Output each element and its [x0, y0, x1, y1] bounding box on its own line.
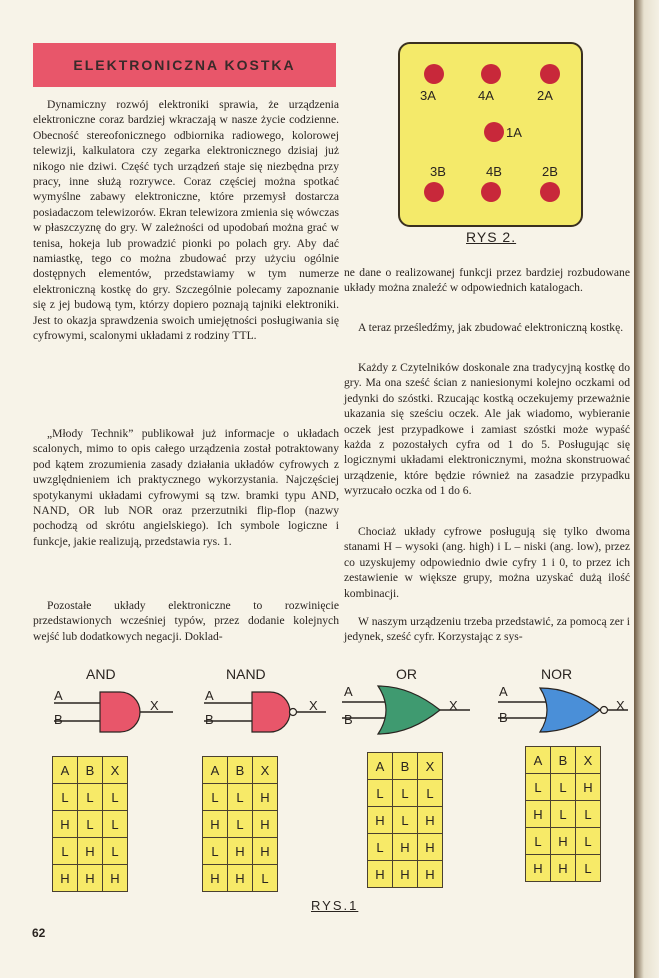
or-tt-cell: H [418, 834, 443, 861]
nand-tt-cell: X [253, 757, 278, 784]
or-input-a-label: A [344, 684, 353, 699]
label-2b: 2B [542, 164, 558, 179]
led-3b [424, 182, 444, 202]
nand-tt-cell: H [203, 811, 228, 838]
nand-tt-cell: H [253, 838, 278, 865]
nand-gate-symbol [198, 688, 330, 738]
nand-tt-cell: H [228, 865, 253, 892]
nor-tt-cell: H [526, 855, 551, 882]
and-input-a-label: A [54, 688, 63, 703]
article-heading: ELEKTRONICZNA KOSTKA [33, 43, 336, 87]
nand-tt-cell: H [253, 784, 278, 811]
or-tt-cell: L [393, 780, 418, 807]
nor-input-a-label: A [499, 684, 508, 699]
or-tt-cell: X [418, 753, 443, 780]
or-tt-cell: H [418, 807, 443, 834]
and-tt-cell: L [103, 811, 128, 838]
nor-tt-cell: X [576, 747, 601, 774]
nand-input-b-label: B [205, 712, 214, 727]
right-paragraph-4: Chociaż układy cyfrowe posługują się tylko dwoma stanami H – wysoki (ang. high) i L – niski (ang. low), przez co uzyskujemy odpowiednio dwie cyfry 1 i 0, to przez ich zestawienie w większe grupy, można uzyskać dużą ilość kombinacji. [344, 525, 630, 600]
nor-gate-title: NOR [541, 666, 573, 682]
label-3a: 3A [420, 88, 436, 103]
led-4b [481, 182, 501, 202]
figure-1-caption: RYS.1 [311, 898, 359, 913]
or-tt-cell: H [368, 861, 393, 888]
led-4a [481, 64, 501, 84]
label-2a: 2A [537, 88, 553, 103]
or-output-label: X [449, 698, 458, 713]
led-3a [424, 64, 444, 84]
or-input-b-label: B [344, 712, 353, 727]
and-tt-cell: L [53, 838, 78, 865]
nor-tt-cell: L [551, 801, 576, 828]
left-paragraph-3: Pozostałe układy elektroniczne to rozwinięcie przedstawionych wcześniej typów, przez dodanie kolejnych wejść lub dodatkowych negacji. Doklad- [33, 599, 339, 643]
right-paragraph-5: W naszym urządzeniu trzeba przedstawić, za pomocą zer i jedynek, sześć cyfr. Korzystając z sys- [344, 615, 630, 644]
nor-tt-cell: H [551, 828, 576, 855]
or-tt-cell: H [418, 861, 443, 888]
or-tt-cell: L [368, 780, 393, 807]
nor-output-label: X [616, 698, 625, 713]
nand-tt-cell: H [228, 838, 253, 865]
led-2b [540, 182, 560, 202]
and-input-b-label: B [54, 712, 63, 727]
nand-tt-cell: H [203, 865, 228, 892]
or-tt-cell: L [393, 807, 418, 834]
and-tt-cell: L [78, 811, 103, 838]
label-4b: 4B [486, 164, 502, 179]
nor-tt-cell: L [526, 774, 551, 801]
or-truth-table [367, 752, 443, 888]
and-tt-cell: A [53, 757, 78, 784]
right-paragraph-3: Każdy z Czytelników doskonale zna tradycyjną kostkę do gry. Ma ona sześć ścian z naniesionymi kolejno oczkami od jedynki do szóstki. Rzucając kostką oczekujemy przeważnie ukazania się sześciu oczek. Ale jak wiadomo, wybieranie oczek jest przypadkowe i zamiast szóstki może wypaść każda z pozostałych cyfra od 1 do 5. Posługując się logicznymi układami elektronicznymi, można skonstruować urządzenie, które będzie również na zasadzie przypadku wyrzucało oczka od 1 do 6. [344, 361, 630, 498]
nand-tt-cell: L [228, 811, 253, 838]
and-gate-symbol [48, 688, 178, 738]
page-number: 62 [32, 926, 46, 940]
nand-tt-cell: A [203, 757, 228, 784]
nand-tt-cell: L [228, 784, 253, 811]
nand-tt-cell: L [253, 865, 278, 892]
or-tt-cell: H [393, 834, 418, 861]
and-gate-title: AND [86, 666, 116, 682]
label-1a: 1A [506, 125, 522, 140]
nand-tt-cell: H [253, 811, 278, 838]
and-tt-cell: H [103, 865, 128, 892]
nor-gate-symbol [492, 684, 632, 738]
nor-tt-cell: A [526, 747, 551, 774]
left-paragraph-1: Dynamiczny rozwój elektroniki sprawia, że urządzenia elektroniczne coraz bardziej wkraczają w nasze życie codzienne. Obecność stereofonicznego odbiornika radiowego, kolorowej telewizji, kalkulatora czy zegarka elektronicznego dzisiaj już nikogo nie dziwi. Część tych urządzeń staje się niezbędna przy pracy, inne służą rozrywce. Coraz częściej można spotkać wymyślne zabawy elektroniczne, które przemysł dostarcza posiadaczom telewizorów. Ekran telewizora zmienia się wówczas w płaszczyznę do gry. W zależności od upodobań można grać w tenisa, hokeja lub prowadzić pionki po polach gry. Aby dać namiastkę, tego co można zbudować przy użyciu ogólnie dostępnych elementów, przedstawiamy w tym numerze elektroniczną kostkę do gry. Szczególnie polecamy zapoznanie się z jej budową tym, którzy dopiero poznają tajniki elektroniki. Jest to okazja sprawdzenia swoich umiejętności posługiwania się cyfrowymi, scalonymi układami z rodziny TTL. [33, 98, 339, 343]
figure-2-caption: RYS 2. [466, 229, 517, 245]
nand-gate-title: NAND [226, 666, 266, 682]
nand-input-a-label: A [205, 688, 214, 703]
or-tt-cell: H [368, 807, 393, 834]
label-4a: 4A [478, 88, 494, 103]
and-tt-cell: H [53, 865, 78, 892]
left-paragraph-2: „Młody Technik” publikował już informacje o układach scalonych, mimo to opis całego urządzenia został potraktowany pod kątem zrozumienia zasady działania układów cyfrowych z uwzględnieniem ich praktycznego wykorzystania. Najczęściej spotykanymi układami cyfrowymi są tzw. bramki typu AND, NAND, OR lub NOR oraz przerzutniki flip-flop (nazwy pochodzą od skrótu angielskiego). Ich symbole logiczne i funkcje, jakie realizują, przedstawia rys. 1. [33, 427, 339, 548]
led-2a [540, 64, 560, 84]
nand-truth-table [202, 756, 278, 892]
book-spine-shadow [634, 0, 659, 978]
figure-2-dice-panel [398, 42, 583, 227]
nor-tt-cell: B [551, 747, 576, 774]
and-output-label: X [150, 698, 159, 713]
or-tt-cell: L [418, 780, 443, 807]
nor-tt-cell: L [576, 855, 601, 882]
or-tt-cell: B [393, 753, 418, 780]
led-1a [484, 122, 504, 142]
or-tt-cell: A [368, 753, 393, 780]
and-tt-cell: B [78, 757, 103, 784]
nor-truth-table [525, 746, 601, 882]
and-tt-cell: H [53, 811, 78, 838]
nor-tt-cell: L [576, 801, 601, 828]
or-gate-title: OR [396, 666, 417, 682]
nand-tt-cell: B [228, 757, 253, 784]
right-paragraph-2: A teraz prześledźmy, jak zbudować elektroniczną kostkę. [358, 321, 624, 334]
and-tt-cell: L [78, 784, 103, 811]
nand-tt-cell: L [203, 784, 228, 811]
nor-tt-cell: L [576, 828, 601, 855]
nor-tt-cell: L [551, 774, 576, 801]
nor-tt-cell: H [551, 855, 576, 882]
or-tt-cell: H [393, 861, 418, 888]
and-tt-cell: H [78, 865, 103, 892]
and-tt-cell: H [78, 838, 103, 865]
label-3b: 3B [430, 164, 446, 179]
nand-output-label: X [309, 698, 318, 713]
and-truth-table [52, 756, 128, 892]
right-paragraph-1: ne dane o realizowanej funkcji przez bardziej rozbudowane układy można znaleźć w odpowiednich katalogach. [344, 266, 630, 295]
nor-input-b-label: B [499, 710, 508, 725]
and-tt-cell: L [53, 784, 78, 811]
or-tt-cell: L [368, 834, 393, 861]
and-tt-cell: X [103, 757, 128, 784]
nor-tt-cell: H [576, 774, 601, 801]
nor-tt-cell: L [526, 828, 551, 855]
and-tt-cell: L [103, 838, 128, 865]
and-tt-cell: L [103, 784, 128, 811]
nand-tt-cell: L [203, 838, 228, 865]
nor-tt-cell: H [526, 801, 551, 828]
